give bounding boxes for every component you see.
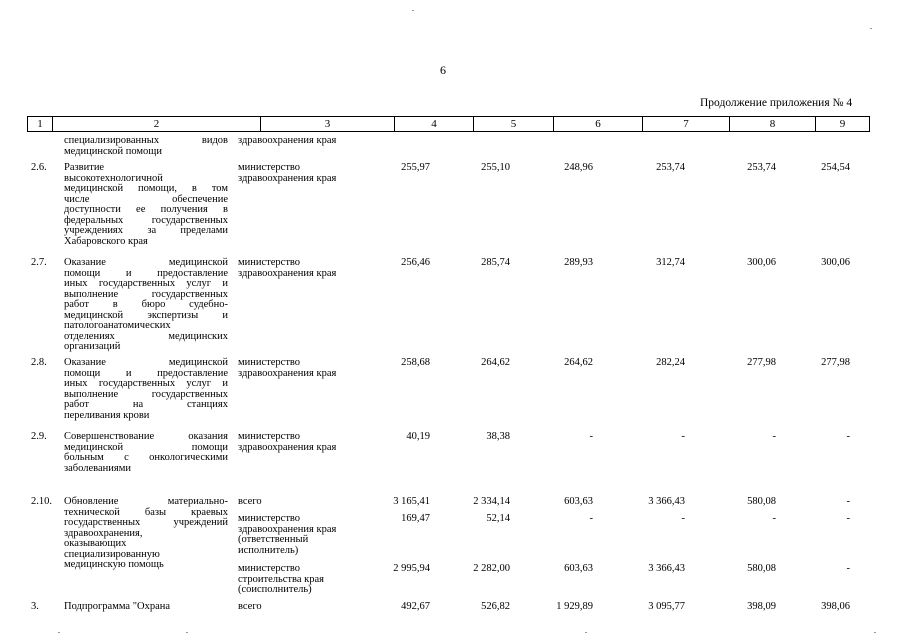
value-cell-col-7: 282,24 [656,357,685,368]
header-col-2: 2 [52,116,260,132]
value-cell-col-5: 255,10 [481,162,510,173]
row-name-line: оказывающих [64,538,127,549]
value-cell-col-5: 38,38 [486,431,510,442]
row-name-line: заболеваниями [64,462,131,474]
row-name-line: Хабаровского края [64,235,148,247]
row-name-line: Подпрограмма "Охрана [64,601,171,612]
value-cell-col-4: 3 165,41 [393,496,430,507]
row-number: 2.6. [31,162,47,173]
row-name-line: медицинской помощи, в том [64,183,228,194]
value-cell-col-4: 256,46 [401,257,430,268]
row-executor-line: (ответственный [238,534,309,545]
value-cell-col-4: 258,68 [401,357,430,368]
value-cell-col-6: 248,96 [564,162,593,173]
row-name-line: медицинской помощи [64,441,228,453]
value-cell-col-7: 253,74 [656,162,685,173]
row-number: 2.7. [31,257,47,268]
row-executor-line: (соисполнитель) [238,584,312,595]
row-name-line: медицинской экспертизы и [64,309,228,321]
value-cell-col-4: 169,47 [401,513,430,524]
scan-speck [585,632,587,633]
value-cell-col-9: - [846,431,850,442]
table-header [27,116,869,132]
value-cell-col-7: 312,74 [656,257,685,268]
value-cell-col-5: 2 334,14 [473,496,510,507]
value-cell-col-7: 3 366,43 [648,496,685,507]
row-executor-line: всего [238,496,262,507]
header-col-1: 1 [27,116,52,132]
row-executor-line: здравоохранения края [238,267,337,279]
value-cell-col-5: 2 282,00 [473,563,510,574]
row-executor-line: министерство [238,513,301,524]
value-cell-col-9: 277,98 [821,357,850,368]
row-name-line: иных государственных услуг и [64,278,228,289]
value-cell-col-5: 52,14 [486,513,510,524]
header-col-8: 8 [729,116,815,132]
row-name-line: высокотехнологичной [64,172,163,184]
value-cell-col-6: 1 929,89 [556,601,593,612]
value-cell-col-7: 3 095,77 [648,601,685,612]
row-name-line: федеральных государственных [64,214,228,226]
row-name-line: учреждениях за пределами [64,225,228,236]
scan-speck [186,632,188,633]
row-number: 3. [31,601,39,612]
value-cell-col-4: 492,67 [401,601,430,612]
row-executor-line: здравоохранения края [238,172,337,184]
row-number: 2.10. [31,496,52,507]
header-col-7: 7 [642,116,729,132]
row-name-line: выполнение государственных [64,388,228,400]
row-name-line: технической базы краевых [64,506,228,518]
row-name-line: выполнение государственных [64,288,228,300]
row-executor-line: здравоохранения края [238,135,337,146]
row-number: 2.9. [31,431,47,442]
scan-speck [58,632,60,633]
value-cell-col-8: - [772,431,776,442]
value-cell-col-8: 398,09 [747,601,776,612]
header-col-5: 5 [473,116,553,132]
value-cell-col-6: - [589,513,593,524]
row-name-line: помощи и предоставление [64,367,228,379]
row-name-line: организаций [64,341,121,352]
value-cell-col-8: 300,06 [747,257,776,268]
row-name-line: больным с онкологическими [64,452,228,463]
value-cell-col-9: - [846,496,850,507]
row-name-line: доступности ее получения в [64,204,228,215]
row-name-line: специализированную [64,548,160,560]
row-name-line: Оказание медицинской [64,257,228,268]
value-cell-col-6: 289,93 [564,257,593,268]
value-cell-col-8: 580,08 [747,563,776,574]
value-cell-col-6: 603,63 [564,496,593,507]
row-executor-line: здравоохранения края [238,441,337,453]
value-cell-col-9: 300,06 [821,257,850,268]
row-name-line: переливания крови [64,409,150,421]
row-executor-line: здравоохранения края [238,523,337,535]
row-name-line: медицинскую помощь [64,559,164,570]
value-cell-col-5: 526,82 [481,601,510,612]
value-cell-col-8: 253,74 [747,162,776,173]
value-cell-col-5: 264,62 [481,357,510,368]
value-cell-col-7: 3 366,43 [648,563,685,574]
value-cell-col-8: 580,08 [747,496,776,507]
header-col-4: 4 [394,116,473,132]
row-name-line: медицинской помощи [64,145,162,157]
row-name-line: патологоанатомических [64,320,171,331]
header-col-6: 6 [553,116,642,132]
row-name-line: специализированных видов [64,135,228,146]
row-name-line: отделениях медицинских [64,330,228,342]
value-cell-col-7: - [681,431,685,442]
row-name-line: Совершенствование оказания [64,431,228,442]
value-cell-col-5: 285,74 [481,257,510,268]
row-name-line: здравоохранения, [64,527,143,539]
header-col-9: 9 [815,116,870,132]
row-executor-line: министерство [238,357,301,368]
row-name-line: работ в бюро судебно- [64,299,228,310]
row-name-line: работ на станциях [64,399,228,410]
value-cell-col-7: - [681,513,685,524]
value-cell-col-9: - [846,513,850,524]
row-name-line: числе обеспечение [64,193,228,205]
row-executor-line: здравоохранения края [238,367,337,379]
row-executor-line: министерство [238,162,301,173]
value-cell-col-6: - [589,431,593,442]
value-cell-col-9: - [846,563,850,574]
row-name-line: Обновление материально- [64,496,228,507]
row-executor-line: всего [238,601,262,612]
row-name-line: государственных учреждений [64,517,228,528]
scan-speck [412,10,414,11]
appendix-caption: Продолжение приложения № 4 [700,97,853,109]
row-number: 2.8. [31,357,47,368]
value-cell-col-9: 254,54 [821,162,850,173]
scan-speck [870,28,872,29]
header-col-3: 3 [260,116,394,132]
scan-speck [874,632,876,633]
row-name-line: помощи и предоставление [64,267,228,279]
value-cell-col-4: 255,97 [401,162,430,173]
row-name-line: иных государственных услуг и [64,378,228,389]
value-cell-col-8: 277,98 [747,357,776,368]
value-cell-col-6: 603,63 [564,563,593,574]
row-executor-line: министерство [238,431,301,442]
value-cell-col-6: 264,62 [564,357,593,368]
row-executor-line: строительства края [238,573,324,585]
row-executor-line: министерство [238,563,301,574]
page-number: 6 [440,63,446,77]
row-name-line: Развитие [64,162,105,173]
row-executor-line: исполнитель) [238,544,299,556]
value-cell-col-4: 40,19 [406,431,430,442]
value-cell-col-8: - [772,513,776,524]
row-name-line: Оказание медицинской [64,357,228,368]
value-cell-col-4: 2 995,94 [393,563,430,574]
value-cell-col-9: 398,06 [821,601,850,612]
row-executor-line: министерство [238,257,301,268]
